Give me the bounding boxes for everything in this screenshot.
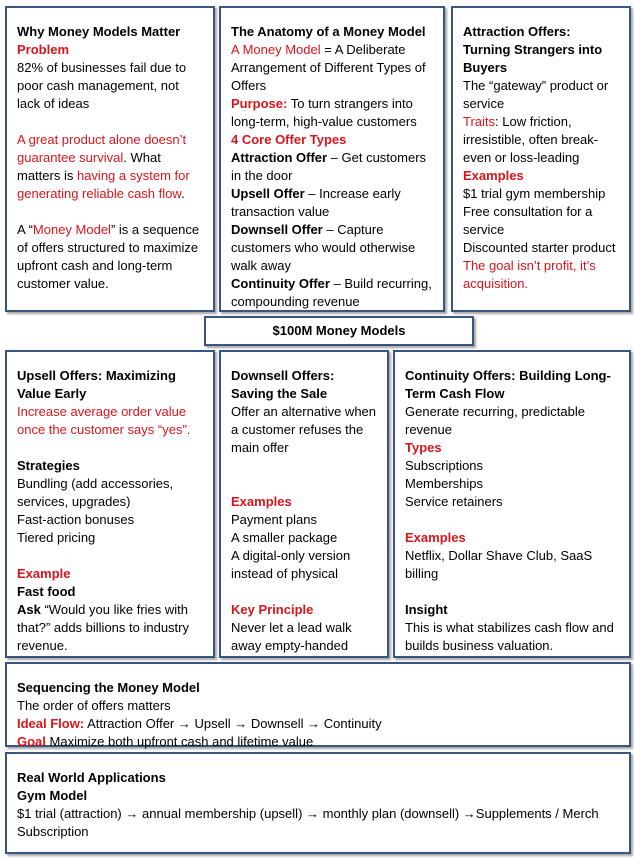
downsell-example: Payment plans — [231, 512, 317, 527]
upsell-strategy: Tiered pricing — [17, 530, 96, 545]
upsell-example-name: Fast food — [17, 584, 76, 599]
downsell-intro: Offer an alternative when a customer refuses the main offer — [231, 404, 377, 455]
anatomy-downsell-text: – Capture customers who would otherwise walk away — [231, 222, 416, 273]
continuity-type: Subscriptions — [405, 458, 484, 473]
real-world-title: Real World Applications — [17, 770, 166, 785]
upsell-strategies-label: Strategies — [17, 458, 80, 473]
anatomy-purpose — [231, 95, 435, 131]
continuity-insight-label: Insight — [405, 602, 448, 617]
why-red-line-1: A great product alone doesn’t guarantee survival — [17, 132, 187, 165]
upsell-ask-label: Ask — [17, 602, 41, 617]
attraction-example: $1 trial gym membership — [463, 186, 606, 201]
why-def-post: ” is a sequence of offers structured to maximize upfront cash and long-term customer value. — [17, 222, 200, 291]
sequencing-line1: The order of offers matters — [17, 698, 171, 713]
upsell-ask-text: “Would you like fries with that?” adds billions to industry revenue. — [17, 602, 189, 653]
why-survival-text — [17, 131, 205, 203]
why-red-line-2: having a system for generating reliable cash flow — [17, 168, 190, 201]
anatomy-attraction — [231, 149, 435, 185]
upsell-offers-box — [5, 350, 215, 658]
anatomy-title: The Anatomy of a Money Model — [231, 24, 426, 39]
downsell-example: A smaller package — [231, 530, 338, 545]
anatomy-definition — [231, 41, 435, 95]
upsell-subtitle: Increase average order value once the customer says “yes”. — [17, 404, 191, 437]
anatomy-upsell-text: – Increase early transaction value — [231, 186, 401, 219]
continuity-insight-text: This is what stabilizes cash flow and builds business valuation. — [405, 620, 614, 653]
continuity-offers-box — [393, 350, 631, 658]
anatomy-downsell-label: Downsell Offer — [231, 222, 323, 237]
sequencing-box — [5, 662, 631, 747]
upsell-title: Upsell Offers: Maximizing Value Early — [17, 368, 176, 401]
continuity-title: Continuity Offers: Building Long-Term Cash Flow — [405, 368, 611, 401]
continuity-type: Service retainers — [405, 494, 503, 509]
why-black-line-1: . What matters is — [17, 150, 161, 183]
attraction-traits-label: Traits — [463, 114, 496, 129]
continuity-examples-label: Examples — [405, 530, 466, 545]
real-world-text: $1 trial (attraction) → annual membership (upsell) → monthly plan (downsell) →Supplements / Merch Subscription — [17, 806, 599, 839]
sequencing-goal — [17, 733, 621, 751]
attraction-goal: The goal isn’t profit, it’s acquisition. — [463, 258, 596, 291]
why-def-term: Money Model — [32, 222, 111, 237]
sequencing-flow — [17, 715, 621, 733]
sequencing-flow-text: Attraction Offer → Upsell → Downsell → Continuity — [84, 716, 382, 731]
downsell-principle-label: Key Principle — [231, 602, 314, 617]
attraction-traits — [463, 113, 621, 167]
downsell-principle-text: Never let a lead walk away empty-handed — [231, 620, 352, 653]
why-problem-text: 82% of businesses fail due to poor cash management, not lack of ideas — [17, 60, 187, 111]
real-world-subtitle: Gym Model — [17, 788, 88, 803]
upsell-ask — [17, 601, 205, 655]
downsell-offers-box — [219, 350, 389, 658]
attraction-title: Attraction Offers: Turning Strangers into Buyers — [463, 24, 603, 75]
anatomy-continuity — [231, 275, 435, 311]
downsell-examples-label: Examples — [231, 494, 292, 509]
why-money-models-box — [5, 6, 215, 312]
anatomy-mm-term: A Money Model — [231, 42, 321, 57]
anatomy-attraction-text: – Get customers in the door — [231, 150, 427, 183]
anatomy-purpose-text: To turn strangers into long-term, high-value customers — [231, 96, 417, 129]
anatomy-purpose-label: Purpose: — [231, 96, 288, 111]
anatomy-attraction-label: Attraction Offer — [231, 150, 328, 165]
upsell-strategy: Bundling (add accessories, services, upgrades) — [17, 476, 174, 509]
anatomy-downsell — [231, 221, 435, 275]
sequencing-goal-label: Goal — [17, 734, 46, 749]
anatomy-upsell-label: Upsell Offer — [231, 186, 305, 201]
why-title: Why Money Models Matter — [17, 24, 181, 39]
why-def-pre: A “ — [17, 222, 33, 237]
anatomy-upsell — [231, 185, 435, 221]
attraction-traits-text: : Low friction, irresistible, often break-even or loss-leading — [463, 114, 599, 165]
anatomy-continuity-text: – Build recurring, compounding revenue — [231, 276, 432, 309]
center-title: $100M Money Models — [204, 316, 474, 346]
anatomy-mm-def: = A Deliberate Arrangement of Different Types of Offers — [231, 42, 426, 93]
continuity-examples-text: Netflix, Dollar Shave Club, SaaS billing — [405, 548, 593, 581]
sequencing-flow-label: Ideal Flow: — [17, 716, 85, 731]
attraction-examples-label: Examples — [463, 168, 524, 183]
anatomy-types-label: 4 Core Offer Types — [231, 132, 347, 147]
attraction-example: Free consultation for a service — [463, 204, 593, 237]
upsell-strategy: Fast-action bonuses — [17, 512, 135, 527]
continuity-type: Memberships — [405, 476, 484, 491]
continuity-intro: Generate recurring, predictable revenue — [405, 404, 585, 437]
real-world-box — [5, 752, 631, 854]
attraction-example: Discounted starter product — [463, 240, 616, 255]
continuity-types-label: Types — [405, 440, 442, 455]
downsell-title: Downsell Offers: Saving the Sale — [231, 368, 335, 401]
why-definition — [17, 221, 205, 293]
upsell-example-label: Example — [17, 566, 71, 581]
why-black-line-2: . — [181, 186, 185, 201]
anatomy-box — [219, 6, 445, 312]
anatomy-continuity-label: Continuity Offer — [231, 276, 330, 291]
why-problem-label: Problem — [17, 42, 70, 57]
attraction-intro: The “gateway” product or service — [463, 78, 609, 111]
attraction-offers-box — [451, 6, 631, 312]
sequencing-goal-text: Maximize both upfront cash and lifetime value — [45, 734, 314, 749]
downsell-example: A digital-only version instead of physical — [231, 548, 351, 581]
sequencing-title: Sequencing the Money Model — [17, 680, 200, 695]
